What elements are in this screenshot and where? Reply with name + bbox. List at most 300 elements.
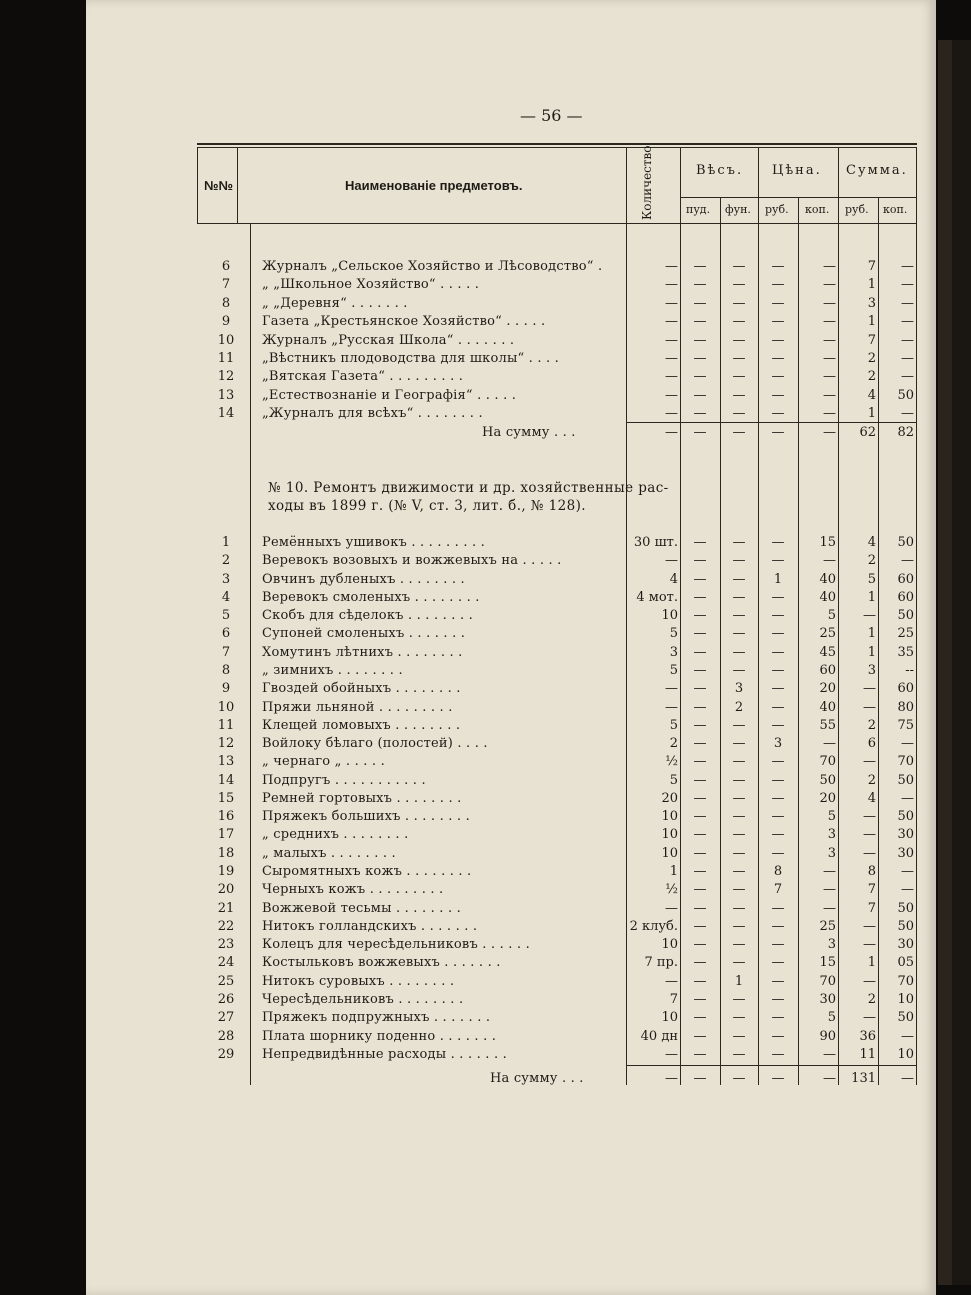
cell-srub: 8 <box>867 864 876 879</box>
cell-skop: 70 <box>897 754 914 769</box>
cell-srub: 2 <box>867 992 876 1007</box>
cell-rub: — <box>771 791 785 806</box>
cell-qty: — <box>665 333 678 348</box>
cell-n: 17 <box>217 827 235 842</box>
cell-n: 10 <box>217 700 235 715</box>
total-fun: — <box>732 1071 746 1086</box>
section2-title-line1: № 10. Ремонтъ движимости и др. хозяйственные рас- <box>268 480 669 496</box>
cell-srub: — <box>863 846 876 861</box>
cell-name: „Естествознаніе и Географія“ . . . . . <box>262 388 517 403</box>
cell-skop: 25 <box>897 626 914 641</box>
cell-n: 11 <box>217 351 235 366</box>
cell-srub: — <box>863 608 876 623</box>
cell-n: 7 <box>221 645 231 660</box>
header-qty: Количество <box>640 145 654 220</box>
total-qty: — <box>665 425 678 440</box>
cell-name: „ „Деревня“ . . . . . . . <box>262 296 408 311</box>
cell-qty: 3 <box>669 645 678 660</box>
cell-skop: 50 <box>897 919 914 934</box>
cell-pud: — <box>693 314 707 329</box>
cell-qty: 2 клуб. <box>629 919 678 934</box>
cell-rub: — <box>771 827 785 842</box>
cell-kop: 5 <box>827 1010 836 1025</box>
cell-n: 6 <box>221 626 231 641</box>
cell-kop: 15 <box>819 955 836 970</box>
cell-pud: — <box>693 351 707 366</box>
cell-name: „ зимнихъ . . . . . . . . <box>262 663 403 678</box>
cell-srub: 4 <box>867 791 876 806</box>
cell-rub: — <box>771 700 785 715</box>
cell-srub: — <box>863 681 876 696</box>
cell-skop: -- <box>905 663 914 678</box>
cell-qty: — <box>665 1047 678 1062</box>
cell-rub: — <box>771 406 785 421</box>
cell-n: 28 <box>217 1029 235 1044</box>
header-kop: коп. <box>805 203 830 216</box>
cell-qty: — <box>665 296 678 311</box>
cell-name: „ среднихъ . . . . . . . . <box>262 827 409 842</box>
cell-qty: 7 пр. <box>644 955 678 970</box>
cell-fun: 2 <box>734 700 744 715</box>
cell-pud: — <box>693 846 707 861</box>
cell-kop: — <box>823 388 836 403</box>
cell-skop: 30 <box>897 846 914 861</box>
cell-rub: — <box>771 296 785 311</box>
cell-pud: — <box>693 277 707 292</box>
header-sum-kop: коп. <box>883 203 908 216</box>
cell-name: Журналъ „Русская Школа“ . . . . . . . <box>262 333 515 348</box>
cell-pud: — <box>693 388 707 403</box>
next-page-edge <box>938 40 952 1285</box>
cell-qty: 40 дн <box>640 1029 678 1044</box>
cell-rub: — <box>771 314 785 329</box>
cell-skop: — <box>901 1029 914 1044</box>
cell-skop: 10 <box>897 992 914 1007</box>
cell-kop: 20 <box>819 681 836 696</box>
cell-rub: — <box>771 663 785 678</box>
cell-name: Плата шорнику поденно . . . . . . . <box>262 1029 497 1044</box>
cell-qty: 1 <box>669 864 678 879</box>
cell-fun: — <box>732 626 746 641</box>
cell-skop: 80 <box>897 700 914 715</box>
cell-kop: 55 <box>819 718 836 733</box>
cell-pud: — <box>693 882 707 897</box>
cell-name: Нитокъ суровыхъ . . . . . . . . <box>262 974 455 989</box>
cell-fun: 3 <box>734 681 744 696</box>
cell-qty: — <box>665 901 678 916</box>
cell-srub: 7 <box>867 333 876 348</box>
cell-kop: — <box>823 333 836 348</box>
cell-qty: — <box>665 553 678 568</box>
total-srub: 131 <box>851 1071 876 1086</box>
cell-skop: — <box>901 296 914 311</box>
cell-srub: 1 <box>867 626 876 641</box>
cell-rub: — <box>771 535 785 550</box>
cell-fun: — <box>732 809 746 824</box>
cell-n: 10 <box>217 333 235 348</box>
cell-fun: — <box>732 663 746 678</box>
cell-kop: 3 <box>827 827 836 842</box>
cell-pud: — <box>693 937 707 952</box>
cell-qty: — <box>665 259 678 274</box>
cell-fun: — <box>732 827 746 842</box>
cell-kop: — <box>823 351 836 366</box>
cell-kop: — <box>823 553 836 568</box>
cell-kop: — <box>823 296 836 311</box>
cell-kop: 20 <box>819 791 836 806</box>
cell-name: „ „Школьное Хозяйство“ . . . . . <box>262 277 480 292</box>
col-line-weight <box>758 148 759 1085</box>
cell-fun: — <box>732 388 746 403</box>
cell-name: Нитокъ голландскихъ . . . . . . . <box>262 919 478 934</box>
cell-pud: — <box>693 700 707 715</box>
cell-rub: — <box>771 1010 785 1025</box>
cell-rub: — <box>771 645 785 660</box>
cell-name: „Вѣстникъ плодоводства для школы“ . . . . <box>262 351 560 366</box>
cell-rub: — <box>771 590 785 605</box>
cell-pud: — <box>693 259 707 274</box>
cell-pud: — <box>693 608 707 623</box>
cell-fun: — <box>732 846 746 861</box>
cell-name: Клещей ломовыхъ . . . . . . . . <box>262 718 461 733</box>
cell-name: Журналъ „Сельское Хозяйство и Лѣсоводство“ . <box>262 259 603 274</box>
cell-rub: — <box>771 553 785 568</box>
cell-fun: — <box>732 590 746 605</box>
cell-name: „ малыхъ . . . . . . . . <box>262 846 396 861</box>
cell-srub: 1 <box>867 645 876 660</box>
cell-name: Супоней смоленыхъ . . . . . . . <box>262 626 466 641</box>
header-sum: Сумма. <box>846 163 908 178</box>
cell-name: Пряжекъ подпружныхъ . . . . . . . <box>262 1010 491 1025</box>
total-qty: — <box>665 1071 678 1086</box>
cell-kop: — <box>823 736 836 751</box>
cell-rub: — <box>771 919 785 934</box>
cell-n: 13 <box>217 388 235 403</box>
cell-fun: — <box>732 754 746 769</box>
total-srub: 62 <box>859 425 876 440</box>
cell-kop: — <box>823 901 836 916</box>
cell-srub: — <box>863 974 876 989</box>
cell-name: Подпругъ . . . . . . . . . . . <box>262 773 426 788</box>
cell-fun: — <box>732 406 746 421</box>
cell-srub: 2 <box>867 718 876 733</box>
cell-srub: 3 <box>867 296 876 311</box>
cell-pud: — <box>693 626 707 641</box>
section1-total-label: На сумму . . . <box>482 425 576 440</box>
cell-srub: — <box>863 1010 876 1025</box>
cell-qty: — <box>665 351 678 366</box>
cell-skop: 50 <box>897 1010 914 1025</box>
cell-kop: 15 <box>819 535 836 550</box>
cell-name: Вожжевой тесьмы . . . . . . . . <box>262 901 461 916</box>
cell-n: 8 <box>221 663 231 678</box>
total-pud: — <box>693 1071 707 1086</box>
cell-skop: 50 <box>897 535 914 550</box>
cell-n: 7 <box>221 277 231 292</box>
cell-srub: 2 <box>867 773 876 788</box>
cell-name: Веревокъ возовыхъ и вожжевыхъ на . . . . . <box>262 553 562 568</box>
cell-srub: 4 <box>867 535 876 550</box>
cell-name: Костыльковъ вожжевыхъ . . . . . . . <box>262 955 501 970</box>
cell-qty: 10 <box>661 809 678 824</box>
cell-name: Чересѣдельниковъ . . . . . . . . <box>262 992 464 1007</box>
cell-kop: 70 <box>819 974 836 989</box>
cell-fun: — <box>732 901 746 916</box>
cell-rub: — <box>771 901 785 916</box>
cell-pud: — <box>693 296 707 311</box>
cell-n: 11 <box>217 718 235 733</box>
cell-pud: — <box>693 718 707 733</box>
cell-name: „Журналъ для всѣхъ“ . . . . . . . . <box>262 406 483 421</box>
cell-kop: — <box>823 1047 836 1062</box>
cell-srub: 2 <box>867 369 876 384</box>
cell-pud: — <box>693 992 707 1007</box>
cell-qty: 5 <box>669 626 678 641</box>
cell-qty: — <box>665 700 678 715</box>
total-skop: 82 <box>897 425 914 440</box>
cell-qty: — <box>665 406 678 421</box>
cell-pud: — <box>693 736 707 751</box>
cell-srub: 2 <box>867 351 876 366</box>
cell-qty: — <box>665 314 678 329</box>
cell-skop: 75 <box>897 718 914 733</box>
cell-kop: 5 <box>827 809 836 824</box>
cell-name: Ремённыхъ ушивокъ . . . . . . . . . <box>262 535 485 550</box>
cell-kop: — <box>823 277 836 292</box>
cell-kop: 90 <box>819 1029 836 1044</box>
cell-rub: — <box>771 773 785 788</box>
cell-fun: — <box>732 277 746 292</box>
cell-srub: 5 <box>867 572 876 587</box>
cell-fun: — <box>732 572 746 587</box>
cell-fun: — <box>732 773 746 788</box>
cell-fun: — <box>732 791 746 806</box>
cell-qty: 30 шт. <box>633 535 678 550</box>
cell-n: 26 <box>217 992 235 1007</box>
cell-srub: 11 <box>859 1047 876 1062</box>
cell-pud: — <box>693 827 707 842</box>
book-background <box>952 40 971 1285</box>
cell-kop: — <box>823 369 836 384</box>
total-rub: — <box>771 425 785 440</box>
cell-skop: 30 <box>897 827 914 842</box>
cell-rub: — <box>771 333 785 348</box>
total-rub: — <box>771 1071 785 1086</box>
cell-skop: — <box>901 791 914 806</box>
section2-total-rule <box>626 1065 916 1066</box>
col-line-name <box>626 148 627 1085</box>
cell-fun: — <box>732 736 746 751</box>
cell-kop: 60 <box>819 663 836 678</box>
col-line-num-body <box>250 223 251 1085</box>
cell-srub: 1 <box>867 590 876 605</box>
cell-kop: 40 <box>819 700 836 715</box>
header-name: Наименованіе предметовъ. <box>345 178 523 193</box>
header-weight: Вѣсъ. <box>696 163 744 178</box>
header-rub: руб. <box>765 203 789 216</box>
cell-rub: 3 <box>773 736 783 751</box>
cell-name: Хомутинъ лѣтнихъ . . . . . . . . <box>262 645 463 660</box>
cell-qty: — <box>665 388 678 403</box>
section2-title-line2: ходы въ 1899 г. (№ V, ст. 3, лит. б., № 128). <box>268 498 586 514</box>
cell-fun: — <box>732 955 746 970</box>
cell-rub: — <box>771 351 785 366</box>
cell-n: 13 <box>217 754 235 769</box>
cell-qty: — <box>665 369 678 384</box>
cell-rub: 1 <box>773 572 783 587</box>
cell-n: 8 <box>221 296 231 311</box>
total-skop: — <box>901 1071 914 1086</box>
cell-kop: 40 <box>819 572 836 587</box>
cell-skop: — <box>901 553 914 568</box>
cell-rub: — <box>771 681 785 696</box>
cell-name: „ чернаго „ . . . . . <box>262 754 385 769</box>
cell-srub: 2 <box>867 553 876 568</box>
cell-skop: — <box>901 259 914 274</box>
cell-rub: — <box>771 1047 785 1062</box>
col-line-num <box>237 148 238 223</box>
cell-srub: 1 <box>867 406 876 421</box>
cell-srub: 36 <box>859 1029 876 1044</box>
cell-kop: 40 <box>819 590 836 605</box>
cell-rub: — <box>771 626 785 641</box>
cell-kop: 3 <box>827 937 836 952</box>
cell-pud: — <box>693 754 707 769</box>
cell-skop: — <box>901 333 914 348</box>
cell-qty: — <box>665 974 678 989</box>
cell-pud: — <box>693 901 707 916</box>
cell-pud: — <box>693 369 707 384</box>
col-line-srub <box>878 198 879 1085</box>
cell-n: 24 <box>217 955 235 970</box>
col-line-rub <box>798 198 799 1085</box>
header-price: Цѣна. <box>772 163 822 178</box>
cell-qty: 7 <box>669 992 678 1007</box>
cell-n: 23 <box>217 937 235 952</box>
col-line-right <box>916 148 917 1085</box>
cell-name: Пряжи льняной . . . . . . . . . <box>262 700 453 715</box>
cell-pud: — <box>693 1029 707 1044</box>
cell-skop: — <box>901 736 914 751</box>
cell-skop: — <box>901 369 914 384</box>
cell-name: Сыромятныхъ кожъ . . . . . . . . <box>262 864 472 879</box>
cell-name: Скобъ для сѣделокъ . . . . . . . . <box>262 608 473 623</box>
cell-fun: — <box>732 864 746 879</box>
cell-srub: 4 <box>867 388 876 403</box>
cell-pud: — <box>693 553 707 568</box>
cell-rub: — <box>771 1029 785 1044</box>
cell-srub: — <box>863 827 876 842</box>
cell-srub: 1 <box>867 955 876 970</box>
cell-qty: 5 <box>669 718 678 733</box>
cell-n: 1 <box>221 535 231 550</box>
section1-total-rule <box>626 422 916 423</box>
cell-rub: — <box>771 846 785 861</box>
cell-skop: 30 <box>897 937 914 952</box>
cell-pud: — <box>693 645 707 660</box>
cell-srub: — <box>863 809 876 824</box>
cell-n: 16 <box>217 809 235 824</box>
col-line-qty <box>680 148 681 1085</box>
cell-fun: — <box>732 369 746 384</box>
cell-n: 6 <box>221 259 231 274</box>
cell-rub: — <box>771 259 785 274</box>
cell-pud: — <box>693 1010 707 1025</box>
cell-kop: — <box>823 406 836 421</box>
cell-n: 27 <box>217 1010 235 1025</box>
cell-n: 3 <box>221 572 231 587</box>
cell-pud: — <box>693 333 707 348</box>
cell-kop: 5 <box>827 608 836 623</box>
cell-pud: — <box>693 791 707 806</box>
cell-srub: 7 <box>867 882 876 897</box>
cell-n: 29 <box>217 1047 235 1062</box>
cell-n: 9 <box>221 314 231 329</box>
cell-n: 4 <box>221 590 231 605</box>
cell-skop: 70 <box>897 974 914 989</box>
cell-skop: 10 <box>897 1047 914 1062</box>
cell-pud: — <box>693 955 707 970</box>
cell-fun: — <box>732 1010 746 1025</box>
header-bottom-rule <box>197 223 917 224</box>
cell-pud: — <box>693 974 707 989</box>
total-fun: — <box>732 425 746 440</box>
cell-n: 12 <box>217 736 235 751</box>
cell-srub: 3 <box>867 663 876 678</box>
cell-name: „Вятская Газета“ . . . . . . . . . <box>262 369 464 384</box>
cell-n: 2 <box>221 553 231 568</box>
cell-qty: 10 <box>661 1010 678 1025</box>
cell-pud: — <box>693 864 707 879</box>
cell-n: 25 <box>217 974 235 989</box>
cell-pud: — <box>693 773 707 788</box>
cell-fun: — <box>732 919 746 934</box>
cell-qty: 4 мот. <box>636 590 678 605</box>
cell-qty: 10 <box>661 827 678 842</box>
cell-skop: — <box>901 314 914 329</box>
cell-name: Пряжекъ большихъ . . . . . . . . <box>262 809 470 824</box>
cell-qty: 10 <box>661 846 678 861</box>
cell-n: 20 <box>217 882 235 897</box>
cell-kop: 25 <box>819 919 836 934</box>
cell-n: 12 <box>217 369 235 384</box>
cell-srub: — <box>863 700 876 715</box>
cell-skop: 50 <box>897 809 914 824</box>
cell-rub: — <box>771 754 785 769</box>
cell-qty: 2 <box>669 736 678 751</box>
cell-name: Колецъ для чересѣдельниковъ . . . . . . <box>262 937 530 952</box>
total-pud: — <box>693 425 707 440</box>
cell-qty: ½ <box>665 882 678 897</box>
cell-pud: — <box>693 681 707 696</box>
header-fun: фун. <box>725 203 751 216</box>
cell-srub: 1 <box>867 314 876 329</box>
cell-rub: — <box>771 608 785 623</box>
cell-skop: 50 <box>897 901 914 916</box>
header-num: №№ <box>204 178 233 193</box>
cell-rub: — <box>771 809 785 824</box>
cell-skop: 35 <box>897 645 914 660</box>
cell-kop: — <box>823 882 836 897</box>
cell-n: 15 <box>217 791 235 806</box>
header-pud: пуд. <box>686 203 711 216</box>
table-top-rule <box>197 143 917 145</box>
cell-skop: — <box>901 882 914 897</box>
cell-fun: — <box>732 296 746 311</box>
cell-skop: 60 <box>897 681 914 696</box>
cell-n: 18 <box>217 846 235 861</box>
cell-qty: 5 <box>669 663 678 678</box>
